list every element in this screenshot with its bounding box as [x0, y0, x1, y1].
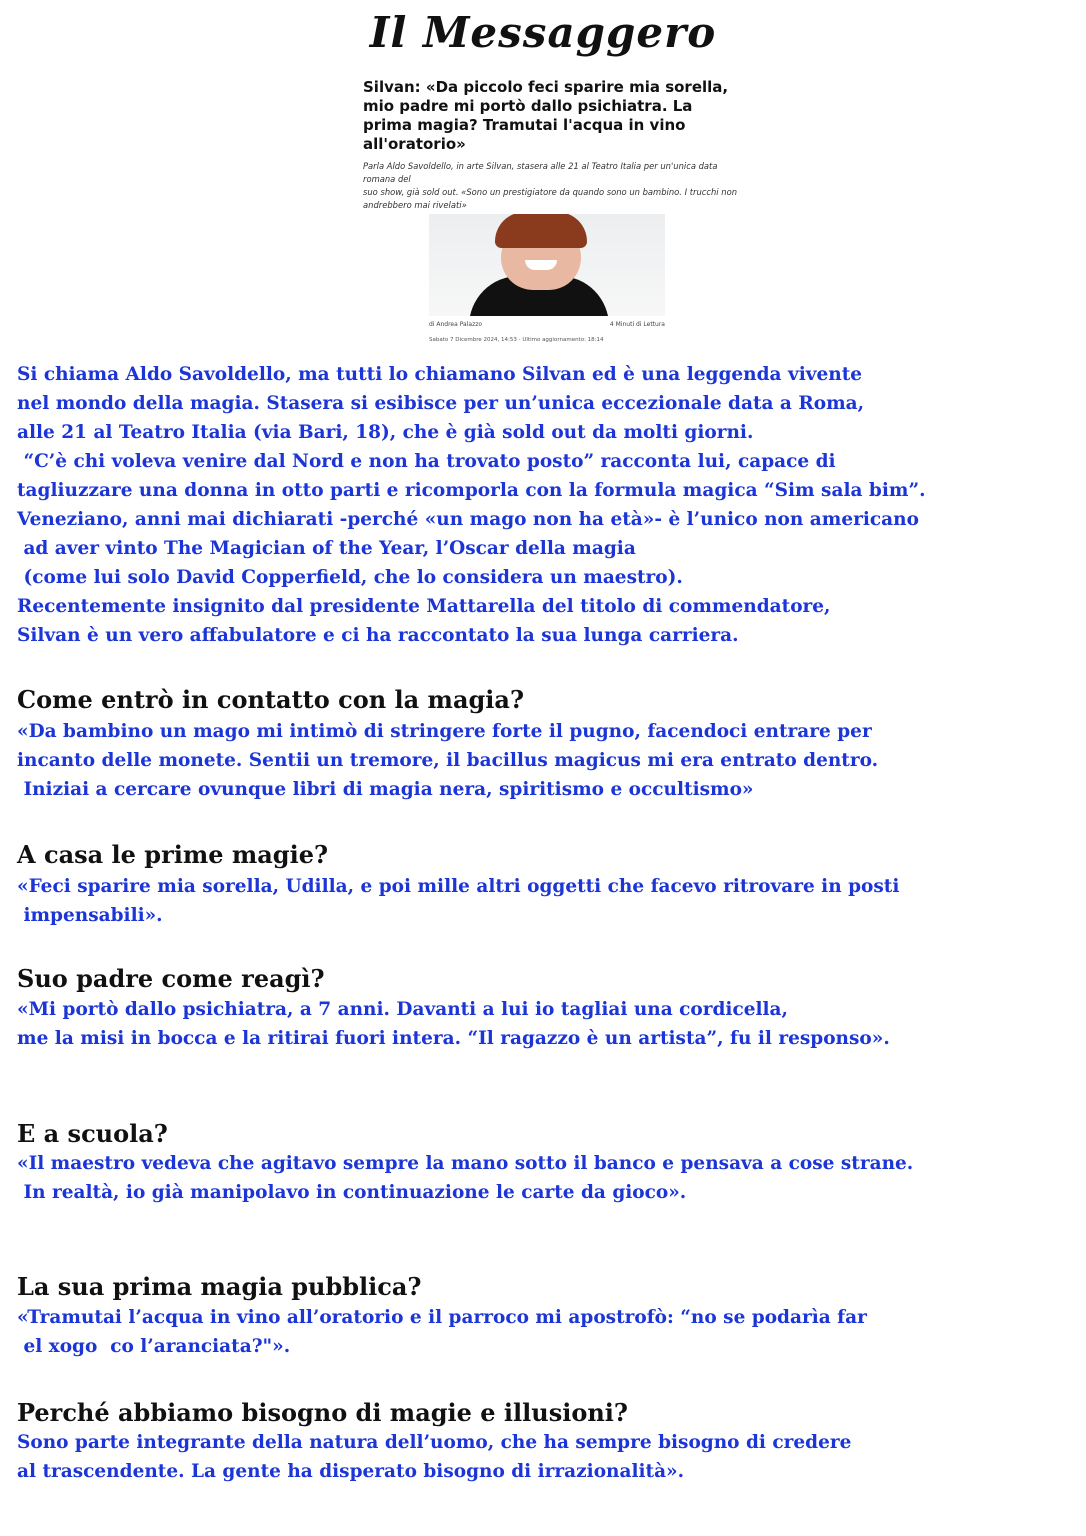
clipping-title-line: all'oratorio» [363, 135, 466, 153]
clipping-title-line: prima magia? Tramutai l'acqua in vino [363, 116, 686, 134]
intro-line: Recentemente insignito dal presidente Mattarella del titolo di commendatore, [17, 596, 831, 617]
question-heading: La sua prima magia pubblica? [17, 1272, 422, 1301]
photo-figure-hair [495, 214, 587, 248]
answer-line: «Feci sparire mia sorella, Udilla, e poi mille altri oggetti che facevo ritrovare in posti [17, 876, 900, 897]
byline-author: di Andrea Palazzo [429, 321, 483, 328]
intro-line: nel mondo della magia. Stasera si esibisce per un’unica eccezionale data a Roma, [17, 393, 865, 414]
answer-line: Iniziai a cercare ovunque libri di magia nera, spiritismo e occultismo» [17, 779, 754, 800]
masthead-logo: Il Messaggero [369, 8, 717, 57]
photo-figure-smile [525, 260, 557, 270]
intro-line: “C’è chi voleva venire dal Nord e non ha trovato posto” racconta lui, capace di [17, 451, 836, 472]
intro-line: tagliuzzare una donna in otto parti e ricomporla con la formula magica “Sim sala bim”. [17, 480, 926, 501]
clipping-title-line: mio padre mi portò dallo psichiatra. La [363, 97, 693, 115]
answer-line: impensabili». [17, 905, 163, 926]
intro-line: alle 21 al Teatro Italia (via Bari, 18), che è già sold out da molti giorni. [17, 422, 754, 443]
intro-line: (come lui solo David Copperfield, che lo considera un maestro). [17, 567, 683, 588]
answer-line: el xogo co l’aranciata?"». [17, 1336, 291, 1357]
dateline: Sabato 7 Dicembre 2024, 14:53 - Ultimo aggiornamento: 18:14 [429, 337, 604, 343]
answer-line: incanto delle monete. Sentii un tremore, il bacillus magicus mi era entrato dentro. [17, 750, 879, 771]
intro-line: Silvan è un vero affabulatore e ci ha raccontato la sua lunga carriera. [17, 625, 739, 646]
answer-line: «Il maestro vedeva che agitavo sempre la mano sotto il banco e pensava a cose strane. [17, 1153, 914, 1174]
clipping-lead-line: andrebbero mai rivelati» [363, 200, 467, 210]
question-heading: Perché abbiamo bisogno di magie e illusioni? [17, 1398, 628, 1427]
question-heading: Come entrò in contatto con la magia? [17, 685, 525, 714]
answer-line: Sono parte integrante della natura dell’uomo, che ha sempre bisogno di credere [17, 1432, 852, 1453]
clipping-lead-line: suo show, già sold out. «Sono un prestigiatore da quando sono un bambino. I trucchi non [363, 187, 738, 197]
intro-line: Veneziano, anni mai dichiarati -perché «un mago non ha età»- è l’unico non americano [17, 509, 919, 530]
article-clipping [363, 78, 743, 212]
clipping-lead-line: Parla Aldo Savoldello, in arte Silvan, stasera alle 21 al Teatro Italia per un'unica data romana del [363, 161, 718, 184]
answer-line: al trascendente. La gente ha disperato bisogno di irrazionalità». [17, 1461, 685, 1482]
answer-line: «Da bambino un mago mi intimò di stringere forte il pugno, facendoci entrare per [17, 721, 872, 742]
byline-row [429, 321, 665, 328]
intro-line: ad aver vinto The Magician of the Year, l’Oscar della magia [17, 538, 636, 559]
clipping-lead [363, 160, 743, 212]
clipping-title [363, 78, 743, 154]
answer-line: me la misi in bocca e la ritirai fuori intera. “Il ragazzo è un artista”, fu il responso». [17, 1028, 890, 1049]
question-heading: A casa le prime magie? [17, 840, 329, 869]
reading-time: 4 Minuti di Lettura [609, 321, 665, 328]
clipping-title-line: Silvan: «Da piccolo feci sparire mia sorella, [363, 78, 729, 96]
question-heading: Suo padre come reagì? [17, 964, 325, 993]
question-heading: E a scuola? [17, 1119, 168, 1148]
answer-line: «Tramutai l’acqua in vino all’oratorio e il parroco mi apostrofò: “no se podarìa far [17, 1307, 867, 1328]
intro-line: Si chiama Aldo Savoldello, ma tutti lo chiamano Silvan ed è una leggenda vivente [17, 364, 863, 385]
answer-line: «Mi portò dallo psichiatra, a 7 anni. Davanti a lui io tagliai una cordicella, [17, 999, 788, 1020]
article-photo [429, 214, 665, 316]
answer-line: In realtà, io già manipolavo in continuazione le carte da gioco». [17, 1182, 687, 1203]
